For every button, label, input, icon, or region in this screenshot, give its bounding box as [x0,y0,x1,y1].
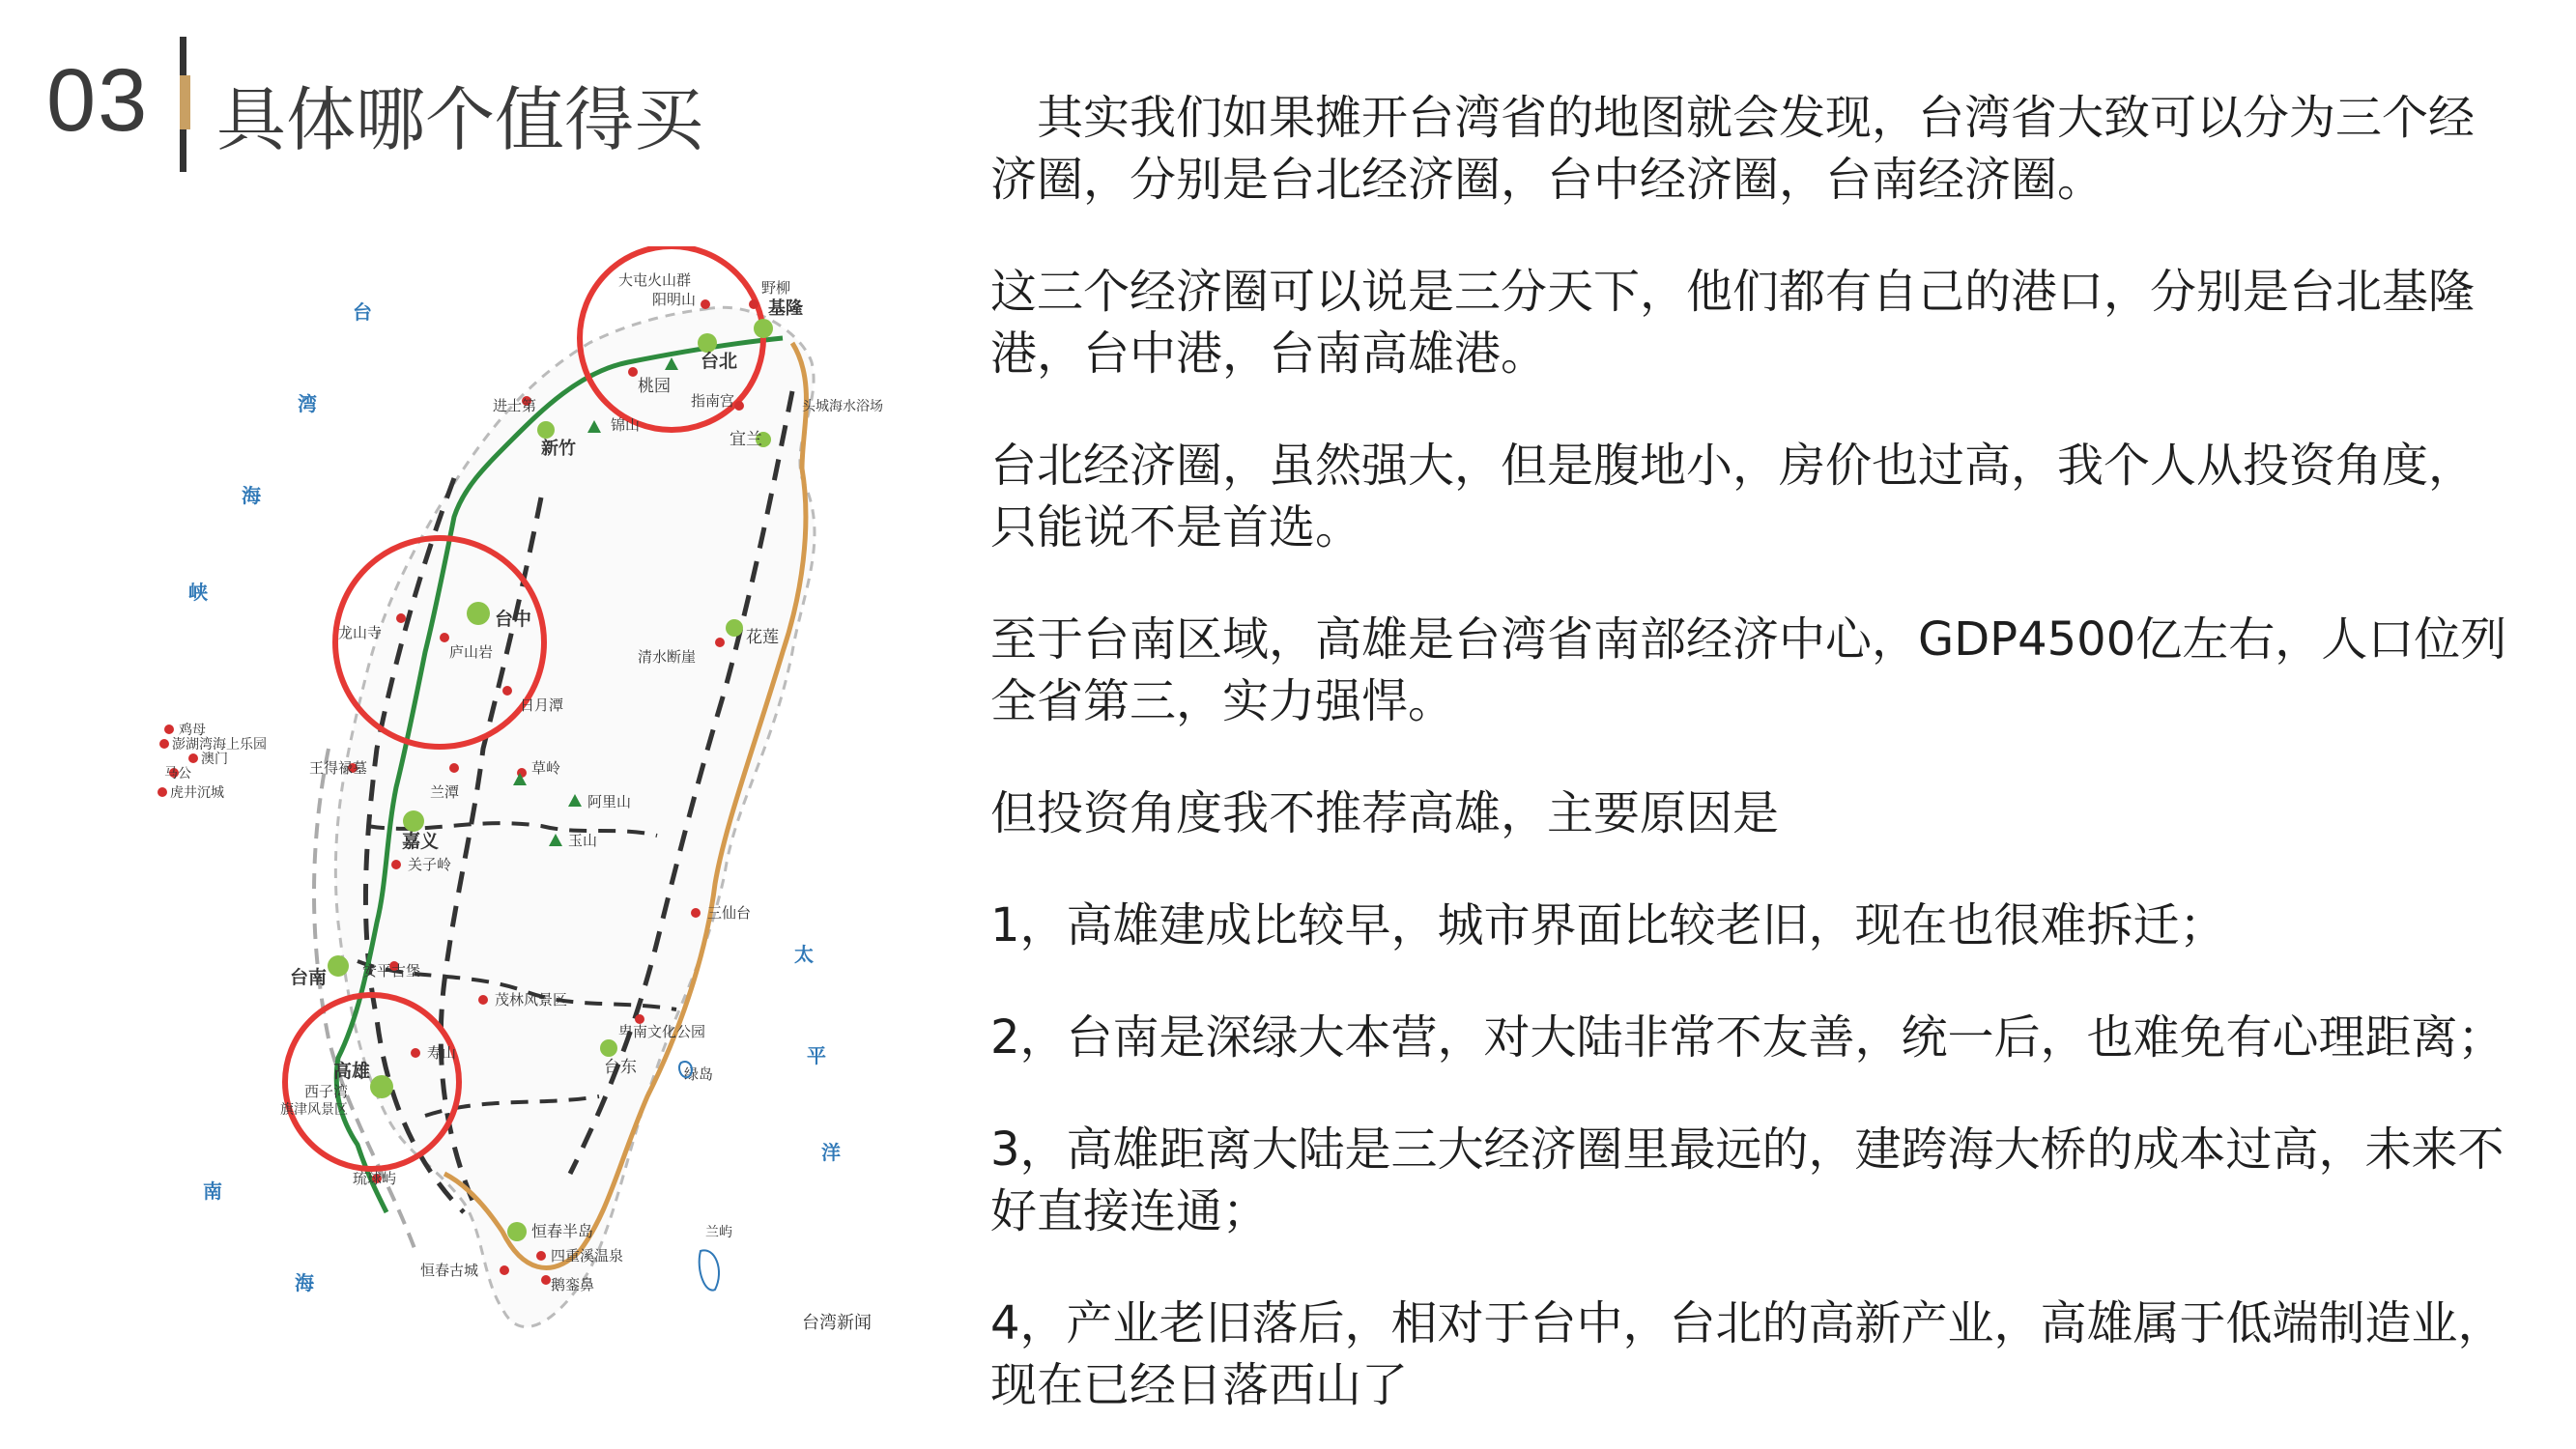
label-ludao: 绿岛 [684,1065,714,1083]
sea-label-south-1: 南 [203,1179,222,1203]
label-liuqiu: 琉球屿 [353,1170,397,1187]
lanyu-island-shape [700,1250,719,1290]
label-tainan: 台南 [290,967,328,988]
sea-label-south-2: 海 [295,1271,314,1294]
label-yushan: 玉山 [568,832,598,849]
header-accent-bar [180,75,190,129]
label-penghu-1: 鸡母 [179,723,206,738]
sea-label-tai: 台 [353,300,372,324]
keelung-node [754,319,773,338]
label-taichung: 台中 [495,609,532,630]
label-shoushan: 寿山 [427,1044,457,1062]
label-hsinchu: 新竹 [541,439,576,459]
taitung-node [600,1039,617,1057]
sea-label-xia: 峡 [188,581,208,604]
section-number: 03 [46,51,150,150]
chiayi-node [403,810,424,832]
paragraph-1: 其实我们如果摊开台湾省的地图就会发现，台湾省大致可以分为三个经济圈，分别是台北经济圈，台中经济圈，台南经济圈。 [990,91,2476,207]
label-taipei: 台北 [701,351,738,372]
label-maolin: 茂林风景区 [495,991,568,1009]
paragraph-4: 至于台南区域，高雄是台湾省南部经济中心，GDP4500亿左右，人口位列全省第三，实力强悍。 [990,612,2507,728]
label-beinan: 卑南文化公园 [618,1023,706,1040]
label-hengchun: 恒春半岛 [531,1222,594,1240]
label-yangming: 阳明山 [652,291,697,308]
label-penghu-5: 虎井沉城 [170,785,224,801]
watermark: 台湾新闻 [802,1313,872,1333]
taipei-node [698,333,717,353]
label-yeliu: 野柳 [761,279,791,297]
hsinchu-node [537,421,555,439]
label-penghu-3: 澳门 [201,752,228,767]
label-guanzi: 关子岭 [408,856,452,873]
label-anping: 安平古堡 [362,962,421,980]
article-body [990,87,2517,1449]
label-xiziwan: 西子湾 [304,1083,349,1100]
label-datun: 大屯火山群 [618,271,692,289]
paragraph-6: 1，高雄建成比较早，城市界面比较老旧，现在也很难拆迁； [990,898,2226,952]
taiwan-map-svg [135,246,937,1357]
label-alishan: 阿里山 [587,793,632,810]
label-riyuetan: 日月潭 [520,696,564,714]
label-hengchun-old: 恒春古城 [420,1262,479,1279]
paragraph-2: 这三个经济圈可以说是三分天下，他们都有自己的港口，分别是台北基隆港，台中港，台南高雄港。 [990,265,2476,381]
label-huangshan: 庐山岩 [449,643,494,661]
label-lanyu: 兰潭 [430,783,460,801]
label-wangde: 王得禄墓 [309,759,368,777]
paragraph-5: 但投资角度我不推荐高雄，主要原因是 [990,786,1780,840]
label-kaohsiung: 高雄 [333,1061,371,1082]
label-yilan: 宜兰 [730,430,762,449]
tainan-node [328,955,349,977]
sea-label-pacific-3: 洋 [821,1141,841,1164]
kaohsiung-node [370,1075,393,1098]
taiwan-map [135,246,937,1357]
label-zhinan: 指南宫 [691,392,735,410]
label-penghu-4: 马公 [164,766,191,781]
label-caoling: 草岭 [531,759,561,777]
paragraph-7: 2，台南是深绿大本营，对大陆非常不友善，统一后，也难免有心理距离； [990,1010,2504,1065]
label-qingshui: 清水断崖 [638,648,697,666]
label-jinshan: 锦山 [611,416,641,434]
section-title: 具体哪个值得买 [216,79,704,160]
label-longshan: 龙山寺 [338,624,383,641]
label-jinshi: 进士第 [493,397,537,414]
paragraph-9: 4，产业老旧落后，相对于台中，台北的高新产业，高雄属于低端制造业，现在已经日落西山了 [990,1296,2504,1412]
label-toucheng: 头城海水浴场 [802,399,883,414]
taichung-node [467,602,490,625]
paragraph-8: 3，高雄距离大陆是三大经济圈里最远的，建跨海大桥的成本过高，未来不好直接连通； [990,1122,2504,1238]
sea-label-pacific-1: 太 [794,943,814,966]
label-penghu-2: 澎湖湾海上乐园 [172,737,267,753]
label-chengjin: 旗津风景区 [280,1102,348,1118]
hualien-node [726,619,743,637]
sea-label-wan: 湾 [298,392,317,415]
label-sanxian: 三仙台 [707,904,752,922]
label-chiayi: 嘉义 [402,831,440,852]
label-sichong: 四重溪温泉 [551,1247,624,1264]
hengchun-node [507,1222,527,1241]
label-taoyuan: 桃园 [638,377,671,396]
label-hualien: 花莲 [746,628,779,647]
paragraph-3: 台北经济圈，虽然强大，但是腹地小，房价也过高，我个人从投资角度，只能说不是首选。 [990,439,2476,554]
sea-label-hai: 海 [242,484,261,507]
label-keelung: 基隆 [768,298,803,319]
label-lanyu-island: 兰屿 [705,1225,732,1240]
label-taitung: 台东 [604,1058,637,1077]
label-eluanbi: 鹅銮鼻 [551,1276,595,1293]
sea-label-pacific-2: 平 [807,1044,826,1067]
